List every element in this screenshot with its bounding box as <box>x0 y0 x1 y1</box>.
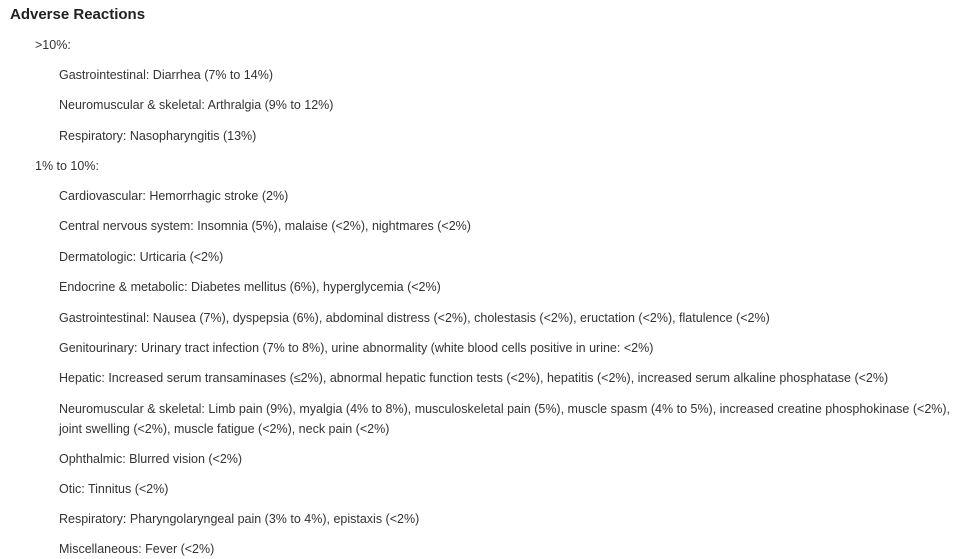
group-label-over-10: >10%: <box>35 38 71 52</box>
list-item: Respiratory: Pharyngolaryngeal pain (3% to 4%), epistaxis (<2%) <box>59 512 420 526</box>
section-title: Adverse Reactions <box>10 6 146 23</box>
list-item: Miscellaneous: Fever (<2%) <box>59 542 215 556</box>
list-item: Neuromuscular & skeletal: Limb pain (9%), myalgia (4% to 8%), musculoskeletal pain (5%), muscle spasm (4% to 5%), increased creatine phosphokinase (<2%), joint swelling (<2%), muscle fatigue (<2%), neck pain (<2%) <box>59 402 951 436</box>
list-item: Gastrointestinal: Diarrhea (7% to 14%) <box>59 68 273 82</box>
list-item: Otic: Tinnitus (<2%) <box>59 482 169 496</box>
list-item: Hepatic: Increased serum transaminases (≤2%), abnormal hepatic function tests (<2%), hepatitis (<2%), increased serum alkaline phosphatase (<2%) <box>59 371 889 385</box>
list-item: Endocrine & metabolic: Diabetes mellitus (6%), hyperglycemia (<2%) <box>59 280 441 294</box>
group-label-1-to-10: 1% to 10%: <box>35 159 99 173</box>
list-item: Cardiovascular: Hemorrhagic stroke (2%) <box>59 189 289 203</box>
list-item: Gastrointestinal: Nausea (7%), dyspepsia (6%), abdominal distress (<2%), cholestasis (<2%), eructation (<2%), flatulence (<2%) <box>59 311 770 325</box>
list-item: Ophthalmic: Blurred vision (<2%) <box>59 452 243 466</box>
list-item: Neuromuscular & skeletal: Arthralgia (9% to 12%) <box>59 98 334 112</box>
list-item: Genitourinary: Urinary tract infection (7% to 8%), urine abnormality (white blood cells positive in urine: <2%) <box>59 341 654 355</box>
list-item: Respiratory: Nasopharyngitis (13%) <box>59 129 257 143</box>
list-item: Central nervous system: Insomnia (5%), malaise (<2%), nightmares (<2%) <box>59 219 471 233</box>
list-item: Dermatologic: Urticaria (<2%) <box>59 250 224 264</box>
